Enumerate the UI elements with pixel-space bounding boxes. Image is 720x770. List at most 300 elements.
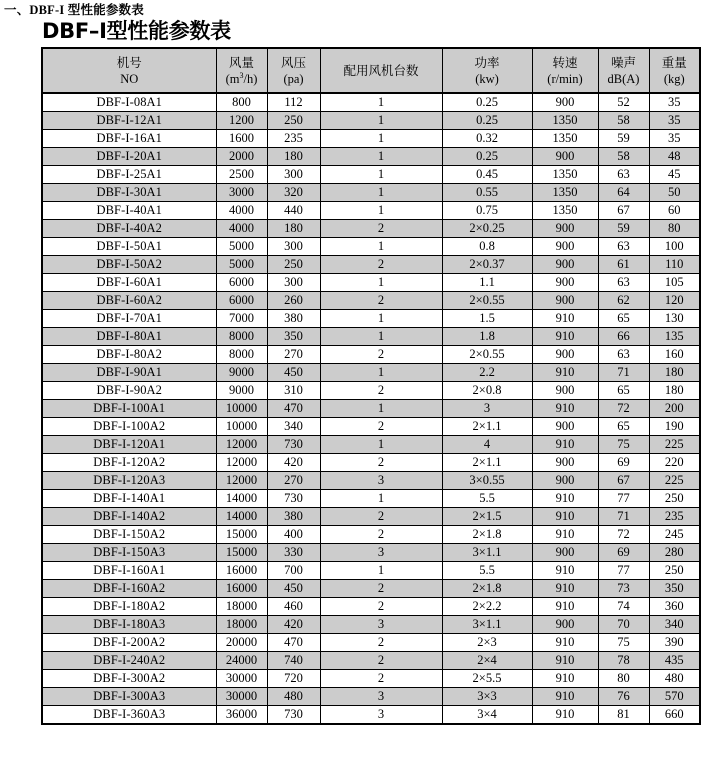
cell-noise: 59	[598, 220, 649, 238]
cell-power: 0.55	[442, 184, 532, 202]
cell-model: DBF-I-30A1	[42, 184, 216, 202]
column-header-fan-units	[320, 48, 442, 93]
table-row	[42, 562, 700, 580]
table-body	[42, 93, 700, 724]
cell-noise: 63	[598, 274, 649, 292]
cell-airflow: 800	[216, 93, 267, 112]
cell-pressure: 700	[267, 562, 320, 580]
cell-fan-units: 3	[320, 706, 442, 725]
column-header-airflow	[216, 48, 267, 93]
cell-speed: 910	[532, 598, 598, 616]
cell-weight: 160	[649, 346, 700, 364]
cell-airflow: 4000	[216, 202, 267, 220]
table-row	[42, 93, 700, 112]
cell-speed: 900	[532, 256, 598, 274]
cell-speed: 900	[532, 544, 598, 562]
cell-model: DBF-I-20A1	[42, 148, 216, 166]
cell-pressure: 460	[267, 598, 320, 616]
cell-noise: 65	[598, 418, 649, 436]
cell-noise: 58	[598, 148, 649, 166]
table-row	[42, 688, 700, 706]
cell-pressure: 112	[267, 93, 320, 112]
cell-weight: 480	[649, 670, 700, 688]
cell-power: 2×0.55	[442, 346, 532, 364]
column-header-label: 风量	[228, 54, 254, 70]
cell-power: 2×5.5	[442, 670, 532, 688]
cell-fan-units: 1	[320, 328, 442, 346]
cell-fan-units: 2	[320, 382, 442, 400]
column-header-label: 功率	[474, 54, 500, 70]
cell-airflow: 4000	[216, 220, 267, 238]
cell-pressure: 420	[267, 616, 320, 634]
cell-noise: 61	[598, 256, 649, 274]
cell-model: DBF-I-240A2	[42, 652, 216, 670]
column-header-label: 重量	[661, 54, 687, 70]
cell-noise: 62	[598, 292, 649, 310]
cell-power: 5.5	[442, 562, 532, 580]
cell-power: 2×0.8	[442, 382, 532, 400]
table-row	[42, 634, 700, 652]
cell-pressure: 420	[267, 454, 320, 472]
cell-fan-units: 1	[320, 93, 442, 112]
cell-power: 3	[442, 400, 532, 418]
cell-power: 3×3	[442, 688, 532, 706]
cell-fan-units: 3	[320, 472, 442, 490]
cell-speed: 1350	[532, 112, 598, 130]
cell-fan-units: 2	[320, 454, 442, 472]
cell-fan-units: 2	[320, 418, 442, 436]
cell-fan-units: 1	[320, 310, 442, 328]
column-header-power	[442, 48, 532, 93]
column-header-label: 风压	[280, 54, 306, 70]
table-row	[42, 166, 700, 184]
cell-model: DBF-I-360A3	[42, 706, 216, 725]
cell-model: DBF-I-120A3	[42, 472, 216, 490]
cell-power: 2.2	[442, 364, 532, 382]
table-row	[42, 544, 700, 562]
cell-power: 0.45	[442, 166, 532, 184]
cell-speed: 910	[532, 634, 598, 652]
cell-weight: 235	[649, 508, 700, 526]
cell-pressure: 270	[267, 472, 320, 490]
cell-weight: 35	[649, 130, 700, 148]
cell-model: DBF-I-300A3	[42, 688, 216, 706]
cell-model: DBF-I-60A2	[42, 292, 216, 310]
cell-weight: 105	[649, 274, 700, 292]
cell-pressure: 260	[267, 292, 320, 310]
table-row	[42, 616, 700, 634]
cell-pressure: 720	[267, 670, 320, 688]
column-header-label: 配用风机台数	[343, 63, 419, 78]
cell-model: DBF-I-100A1	[42, 400, 216, 418]
cell-model: DBF-I-12A1	[42, 112, 216, 130]
table-row	[42, 274, 700, 292]
cell-noise: 71	[598, 364, 649, 382]
cell-speed: 900	[532, 274, 598, 292]
cell-speed: 900	[532, 454, 598, 472]
cell-airflow: 6000	[216, 274, 267, 292]
cell-power: 2×1.8	[442, 580, 532, 598]
cell-speed: 1350	[532, 130, 598, 148]
cell-fan-units: 1	[320, 364, 442, 382]
cell-power: 1.1	[442, 274, 532, 292]
cell-weight: 390	[649, 634, 700, 652]
table-row	[42, 508, 700, 526]
cell-fan-units: 2	[320, 526, 442, 544]
cell-speed: 900	[532, 382, 598, 400]
cell-airflow: 3000	[216, 184, 267, 202]
cell-pressure: 300	[267, 238, 320, 256]
cell-pressure: 450	[267, 580, 320, 598]
cell-power: 2×0.55	[442, 292, 532, 310]
cell-fan-units: 1	[320, 490, 442, 508]
cell-noise: 74	[598, 598, 649, 616]
cell-power: 2×1.8	[442, 526, 532, 544]
table-row	[42, 400, 700, 418]
column-header-label: 噪声	[610, 54, 636, 70]
cell-noise: 63	[598, 238, 649, 256]
cell-fan-units: 2	[320, 508, 442, 526]
cell-noise: 69	[598, 544, 649, 562]
cell-fan-units: 1	[320, 112, 442, 130]
cell-airflow: 5000	[216, 256, 267, 274]
cell-noise: 77	[598, 562, 649, 580]
column-header-unit: NO	[120, 71, 139, 86]
page-title: DBF–I型性能参数表	[42, 19, 231, 43]
cell-weight: 280	[649, 544, 700, 562]
table-row	[42, 598, 700, 616]
cell-airflow: 30000	[216, 670, 267, 688]
table-row	[42, 238, 700, 256]
column-header-weight	[649, 48, 700, 93]
cell-model: DBF-I-100A2	[42, 418, 216, 436]
cell-speed: 900	[532, 148, 598, 166]
cell-model: DBF-I-50A1	[42, 238, 216, 256]
table-row	[42, 382, 700, 400]
cell-noise: 81	[598, 706, 649, 725]
cell-speed: 910	[532, 490, 598, 508]
cell-noise: 75	[598, 436, 649, 454]
table-row	[42, 454, 700, 472]
cell-weight: 180	[649, 364, 700, 382]
table-row	[42, 220, 700, 238]
cell-fan-units: 2	[320, 346, 442, 364]
cell-airflow: 12000	[216, 472, 267, 490]
table-row	[42, 328, 700, 346]
cell-pressure: 180	[267, 148, 320, 166]
cell-pressure: 330	[267, 544, 320, 562]
cell-weight: 435	[649, 652, 700, 670]
cell-airflow: 16000	[216, 562, 267, 580]
cell-power: 2×1.5	[442, 508, 532, 526]
column-header-unit: (kw)	[475, 71, 499, 86]
cell-power: 3×1.1	[442, 616, 532, 634]
cell-fan-units: 1	[320, 148, 442, 166]
cell-noise: 63	[598, 346, 649, 364]
cell-power: 3×4	[442, 706, 532, 725]
cell-pressure: 470	[267, 634, 320, 652]
cell-airflow: 18000	[216, 616, 267, 634]
cell-model: DBF-I-180A3	[42, 616, 216, 634]
column-header-label: 机号	[116, 54, 142, 70]
cell-pressure: 250	[267, 256, 320, 274]
cell-power: 4	[442, 436, 532, 454]
cell-speed: 910	[532, 310, 598, 328]
cell-pressure: 300	[267, 166, 320, 184]
cell-pressure: 320	[267, 184, 320, 202]
column-header-label: 转速	[552, 54, 578, 70]
cell-noise: 72	[598, 400, 649, 418]
cell-weight: 225	[649, 472, 700, 490]
table-row	[42, 130, 700, 148]
cell-weight: 48	[649, 148, 700, 166]
cell-airflow: 20000	[216, 634, 267, 652]
cell-pressure: 480	[267, 688, 320, 706]
cell-weight: 35	[649, 112, 700, 130]
table-row	[42, 472, 700, 490]
cell-speed: 900	[532, 238, 598, 256]
cell-weight: 135	[649, 328, 700, 346]
cell-weight: 120	[649, 292, 700, 310]
cell-pressure: 180	[267, 220, 320, 238]
cell-airflow: 7000	[216, 310, 267, 328]
cell-airflow: 16000	[216, 580, 267, 598]
cell-model: DBF-I-180A2	[42, 598, 216, 616]
cell-model: DBF-I-120A2	[42, 454, 216, 472]
cell-noise: 64	[598, 184, 649, 202]
cell-power: 0.8	[442, 238, 532, 256]
cell-weight: 45	[649, 166, 700, 184]
cell-airflow: 10000	[216, 418, 267, 436]
table-row	[42, 490, 700, 508]
table-row	[42, 256, 700, 274]
cell-airflow: 30000	[216, 688, 267, 706]
column-header-unit: (pa)	[283, 71, 304, 86]
cell-model: DBF-I-08A1	[42, 93, 216, 112]
table-row	[42, 526, 700, 544]
cell-noise: 77	[598, 490, 649, 508]
cell-fan-units: 1	[320, 130, 442, 148]
cell-model: DBF-I-50A2	[42, 256, 216, 274]
cell-weight: 350	[649, 580, 700, 598]
cell-model: DBF-I-150A2	[42, 526, 216, 544]
cell-model: DBF-I-90A2	[42, 382, 216, 400]
table-row	[42, 202, 700, 220]
cell-noise: 78	[598, 652, 649, 670]
cell-weight: 190	[649, 418, 700, 436]
cell-speed: 910	[532, 562, 598, 580]
cell-power: 3×1.1	[442, 544, 532, 562]
cell-weight: 130	[649, 310, 700, 328]
cell-airflow: 36000	[216, 706, 267, 725]
cell-model: DBF-I-300A2	[42, 670, 216, 688]
column-header-unit: $(m^3/h)$	[225, 70, 258, 86]
cell-fan-units: 2	[320, 256, 442, 274]
cell-speed: 910	[532, 400, 598, 418]
cell-airflow: 12000	[216, 454, 267, 472]
cell-airflow: 2000	[216, 148, 267, 166]
cell-pressure: 730	[267, 436, 320, 454]
cell-airflow: 15000	[216, 526, 267, 544]
cell-fan-units: 1	[320, 166, 442, 184]
cell-power: 1.8	[442, 328, 532, 346]
table-row	[42, 580, 700, 598]
cell-fan-units: 3	[320, 688, 442, 706]
cell-model: DBF-I-120A1	[42, 436, 216, 454]
cell-power: 0.25	[442, 148, 532, 166]
cell-noise: 65	[598, 310, 649, 328]
cell-weight: 220	[649, 454, 700, 472]
cell-fan-units: 1	[320, 238, 442, 256]
cell-model: DBF-I-160A1	[42, 562, 216, 580]
cell-airflow: 24000	[216, 652, 267, 670]
cell-weight: 50	[649, 184, 700, 202]
cell-noise: 58	[598, 112, 649, 130]
table-row	[42, 292, 700, 310]
cell-pressure: 730	[267, 490, 320, 508]
cell-noise: 59	[598, 130, 649, 148]
cell-speed: 900	[532, 472, 598, 490]
cell-power: 2×0.37	[442, 256, 532, 274]
cell-speed: 910	[532, 652, 598, 670]
cell-fan-units: 1	[320, 436, 442, 454]
cell-airflow: 1200	[216, 112, 267, 130]
cell-weight: 80	[649, 220, 700, 238]
cell-noise: 80	[598, 670, 649, 688]
cell-model: DBF-I-60A1	[42, 274, 216, 292]
cell-speed: 910	[532, 508, 598, 526]
cell-speed: 1350	[532, 202, 598, 220]
cell-power: 0.25	[442, 112, 532, 130]
cell-pressure: 235	[267, 130, 320, 148]
cell-power: 2×3	[442, 634, 532, 652]
cell-speed: 910	[532, 706, 598, 725]
cell-speed: 900	[532, 418, 598, 436]
cell-noise: 65	[598, 382, 649, 400]
cell-power: 2×2.2	[442, 598, 532, 616]
cell-power: 2×4	[442, 652, 532, 670]
cell-fan-units: 3	[320, 544, 442, 562]
cell-weight: 110	[649, 256, 700, 274]
table-row	[42, 706, 700, 725]
cell-pressure: 300	[267, 274, 320, 292]
cell-speed: 910	[532, 580, 598, 598]
table-row	[42, 112, 700, 130]
cell-fan-units: 3	[320, 616, 442, 634]
table-header	[42, 48, 700, 93]
cell-noise: 75	[598, 634, 649, 652]
cell-fan-units: 1	[320, 274, 442, 292]
cell-power: 2×1.1	[442, 454, 532, 472]
cell-model: DBF-I-200A2	[42, 634, 216, 652]
cell-model: DBF-I-80A2	[42, 346, 216, 364]
cell-pressure: 730	[267, 706, 320, 725]
header-row	[42, 48, 700, 93]
cell-airflow: 9000	[216, 364, 267, 382]
cell-power: 3×0.55	[442, 472, 532, 490]
cell-fan-units: 2	[320, 670, 442, 688]
cell-noise: 67	[598, 472, 649, 490]
column-header-unit: (r/min)	[547, 71, 583, 86]
cell-model: DBF-I-140A1	[42, 490, 216, 508]
cell-fan-units: 2	[320, 292, 442, 310]
performance-parameters-table	[41, 47, 701, 725]
table-row	[42, 652, 700, 670]
table-row	[42, 418, 700, 436]
cell-airflow: 2500	[216, 166, 267, 184]
cell-power: 5.5	[442, 490, 532, 508]
cell-pressure: 350	[267, 328, 320, 346]
table-row	[42, 364, 700, 382]
column-header-speed	[532, 48, 598, 93]
cell-fan-units: 2	[320, 652, 442, 670]
cell-pressure: 380	[267, 310, 320, 328]
cell-noise: 67	[598, 202, 649, 220]
cell-model: DBF-I-70A1	[42, 310, 216, 328]
cell-weight: 570	[649, 688, 700, 706]
cell-airflow: 8000	[216, 328, 267, 346]
column-header-model	[42, 48, 216, 93]
cell-model: DBF-I-140A2	[42, 508, 216, 526]
cell-fan-units: 2	[320, 220, 442, 238]
cell-model: DBF-I-80A1	[42, 328, 216, 346]
cell-speed: 910	[532, 688, 598, 706]
cell-power: 1.5	[442, 310, 532, 328]
cell-airflow: 14000	[216, 490, 267, 508]
cell-model: DBF-I-40A2	[42, 220, 216, 238]
cell-noise: 52	[598, 93, 649, 112]
cell-noise: 76	[598, 688, 649, 706]
cell-speed: 1350	[532, 184, 598, 202]
cell-pressure: 250	[267, 112, 320, 130]
table-row	[42, 436, 700, 454]
cell-weight: 180	[649, 382, 700, 400]
table-row	[42, 310, 700, 328]
cell-speed: 900	[532, 93, 598, 112]
cell-pressure: 380	[267, 508, 320, 526]
cell-power: 0.32	[442, 130, 532, 148]
cell-pressure: 450	[267, 364, 320, 382]
cell-speed: 900	[532, 346, 598, 364]
cell-power: 2×0.25	[442, 220, 532, 238]
cell-model: DBF-I-16A1	[42, 130, 216, 148]
cell-model: DBF-I-90A1	[42, 364, 216, 382]
cell-noise: 72	[598, 526, 649, 544]
cell-pressure: 440	[267, 202, 320, 220]
cell-pressure: 340	[267, 418, 320, 436]
cell-weight: 35	[649, 93, 700, 112]
cell-pressure: 310	[267, 382, 320, 400]
cell-speed: 910	[532, 328, 598, 346]
cell-noise: 69	[598, 454, 649, 472]
cell-speed: 900	[532, 616, 598, 634]
cell-airflow: 18000	[216, 598, 267, 616]
cell-weight: 360	[649, 598, 700, 616]
cell-speed: 910	[532, 670, 598, 688]
cell-noise: 66	[598, 328, 649, 346]
table-row	[42, 148, 700, 166]
cell-fan-units: 2	[320, 598, 442, 616]
cell-speed: 1350	[532, 166, 598, 184]
cell-pressure: 400	[267, 526, 320, 544]
table-row	[42, 670, 700, 688]
cell-speed: 910	[532, 526, 598, 544]
cell-airflow: 10000	[216, 400, 267, 418]
column-header-pressure	[267, 48, 320, 93]
cell-weight: 200	[649, 400, 700, 418]
cell-noise: 70	[598, 616, 649, 634]
cell-pressure: 470	[267, 400, 320, 418]
